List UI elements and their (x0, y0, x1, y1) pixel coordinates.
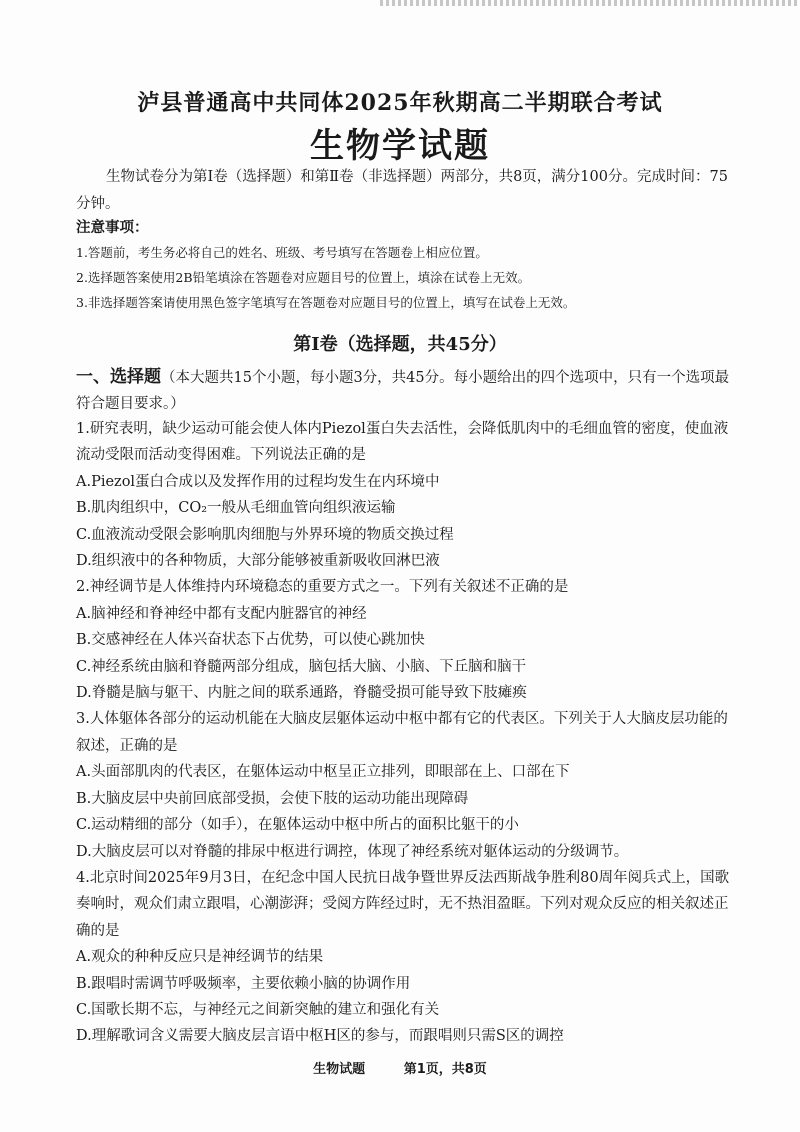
choice-heading (76, 364, 736, 417)
option-a: A.头面部肌肉的代表区，在躯体运动中枢呈正立排列，即眼部在上、口部在下 (76, 764, 570, 781)
option-b: B.交感神经在人体兴奋状态下占优势，可以使心跳加快 (76, 632, 425, 649)
notice-item: 3.非选择题答案请使用黑色签字笔填写在答题卷对应题目号的位置上，填写在试卷上无效。 (76, 295, 576, 310)
footer-page-info: 第1页，共8页 (403, 1062, 487, 1077)
option-d: D.大脑皮层可以对脊髓的排尿中枢进行调控，体现了神经系统对躯体运动的分级调节。 (76, 843, 629, 860)
option-b: B.大脑皮层中央前回底部受损，会使下肢的运动功能出现障碍 (76, 790, 469, 807)
question-stem: 1.研究表明，缺少运动可能会使人体内Piezol蛋白失去活性，会降低肌肉中的毛细血管的密度，使血液流动受限而活动变得困难。下列说法正确的是 (76, 421, 729, 464)
question-3 (76, 706, 736, 864)
choice-label: 一、选择题 (76, 367, 161, 387)
notice-list (76, 240, 736, 315)
question-1 (76, 416, 736, 574)
notice-item: 1.答题前，考生务必将自己的姓名、班级、考号填写在答题卷上相应位置。 (76, 245, 488, 260)
question-stem: 3.人体躯体各部分的运动机能在大脑皮层躯体运动中枢中都有它的代表区。下列关于人大脑皮层功能的叙述，正确的是 (76, 711, 728, 754)
option-c: C.国歌长期不忘，与神经元之间新突触的建立和强化有关 (76, 1001, 440, 1018)
notice-item: 2.选择题答案使用2B铅笔填涂在答题卷对应题目号的位置上，填涂在试卷上无效。 (76, 270, 531, 285)
option-a: A.观众的种种反应只是神经调节的结果 (76, 949, 324, 966)
question-4 (76, 865, 736, 1050)
notice-heading: 注意事项： (76, 220, 149, 236)
question-stem: 2.神经调节是人体维持内环境稳态的重要方式之一。下列有关叙述不正确的是 (76, 579, 569, 596)
section-title: 第Ⅰ卷（选择题，共45分） (293, 334, 507, 355)
option-c: C.运动精细的部分（如手），在躯体运动中枢中所占的面积比躯干的小 (76, 817, 519, 834)
option-b: B.跟唱时需调节呼吸频率，主要依赖小脑的协调作用 (76, 975, 411, 992)
option-d: D.理解歌词含义需要大脑皮层言语中枢H区的参与，而跟唱则只需S区的调控 (76, 1028, 564, 1045)
footer-subject: 生物试题 (313, 1062, 366, 1077)
option-c: C.血液流动受限会影响肌肉细胞与外界环境的物质交换过程 (76, 526, 454, 543)
option-c: C.神经系统由脑和脊髓两部分组成，脑包括大脑、小脑、下丘脑和脑干 (76, 658, 527, 675)
exam-title: 泸县普通高中共同体2025年秋期高二半期联合考试 (137, 90, 663, 116)
intro-text: 生物试卷分为第Ⅰ卷（选择题）和第Ⅱ卷（非选择题）两部分，共8页，满分100分。完成时间：75分钟。 (76, 169, 728, 212)
question-stem: 4.北京时间2025年9月3日，在纪念中国人民抗日战争暨世界反法西斯战争胜利80周年阅兵式上，国歌奏响时，观众们肃立跟唱，心潮澎湃；受阅方阵经过时，无不热泪盈眶。下列对观众反应的相关叙述正确的是 (76, 869, 730, 939)
subject-title: 生物学试题 (310, 126, 490, 166)
question-2 (76, 574, 736, 706)
option-d: D.脊髓是脑与躯干、内脏之间的联系通路，脊髓受损可能导致下肢瘫痪 (76, 685, 527, 702)
option-a: A.脑神经和脊神经中都有支配内脏器官的神经 (76, 605, 367, 622)
page-footer (0, 1058, 800, 1077)
choice-description: （本大题共15个小题，每小题3分，共45分。每小题给出的四个选项中，只有一个选项最符合题目要求。） (76, 370, 730, 412)
option-a: A.Piezol蛋白合成以及发挥作用的过程均发生在内环境中 (76, 473, 440, 490)
option-d: D.组织液中的各种物质，大部分能够被重新吸收回淋巴液 (76, 553, 440, 570)
option-b: B.肌肉组织中，CO₂一般从毛细血管向组织液运输 (76, 500, 396, 517)
scan-edge-decoration (380, 0, 800, 6)
question-list (76, 416, 736, 1050)
